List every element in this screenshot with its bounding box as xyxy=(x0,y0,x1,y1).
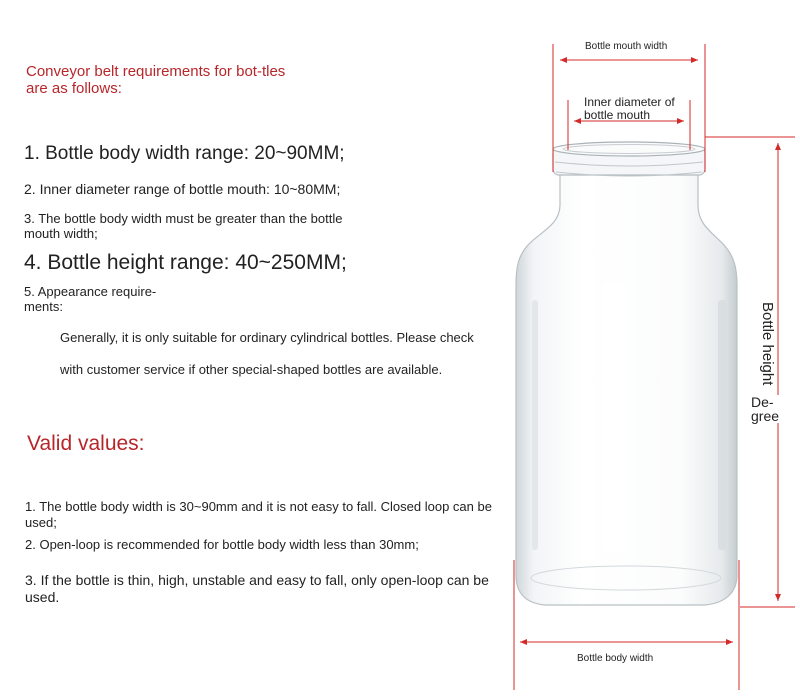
glass-bottle xyxy=(516,142,737,605)
requirement-appearance: 5. Appearance require-ments: xyxy=(24,284,157,314)
bottle-height-label: Bottle height xyxy=(759,302,776,386)
requirement-width-comparison: 3. The bottle body width must be greater than the bottle mouth width; xyxy=(24,211,343,241)
body-width-label: Bottle body width xyxy=(577,653,654,664)
inner-diameter-label: Inner diameter of bottle mouth xyxy=(584,95,675,122)
valid-values-heading: Valid values: xyxy=(27,432,145,455)
appearance-note-line-2: with customer service if other special-shaped bottles are available. xyxy=(60,362,443,377)
valid-value-open-loop: 2. Open-loop is recommended for bottle body width less than 30mm; xyxy=(25,537,419,552)
requirement-body-width: 1. Bottle body width range: 20~90MM; xyxy=(24,143,345,164)
degree-label: De-gree xyxy=(751,395,791,423)
requirement-height: 4. Bottle height range: 40~250MM; xyxy=(24,251,347,274)
appearance-note-line-1: Generally, it is only suitable for ordinary cylindrical bottles. Please check xyxy=(60,330,474,345)
requirement-inner-diameter: 2. Inner diameter range of bottle mouth: 10~80MM; xyxy=(24,181,341,197)
valid-value-thin-bottle: 3. If the bottle is thin, high, unstable and easy to fall, only open-loop can be used. xyxy=(25,572,489,605)
valid-value-closed-loop: 1. The bottle body width is 30~90mm and it is not easy to fall. Closed loop can be used; xyxy=(25,499,492,530)
mouth-width-label: Bottle mouth width xyxy=(585,41,668,52)
requirements-heading: Conveyor belt requirements for bot-tles are as follows: xyxy=(26,63,286,97)
